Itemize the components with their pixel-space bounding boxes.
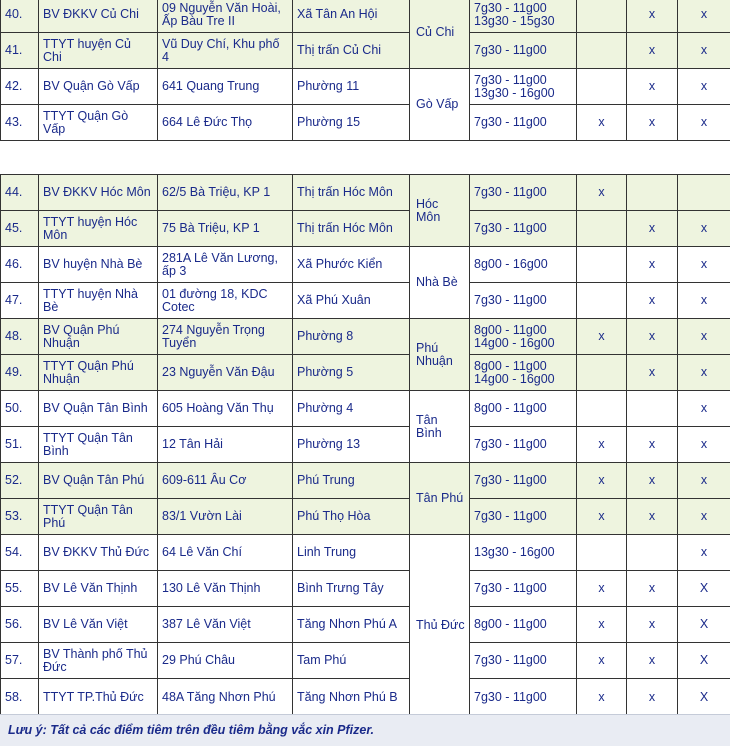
schedule-mark-2: x [627,355,678,391]
table-row [1,319,730,355]
facility-ward: Phường 4 [293,391,410,427]
schedule-mark-1 [577,283,627,319]
table-row [1,283,730,319]
table-row [1,607,730,643]
row-number: 46. [1,247,39,283]
schedule-mark-2: x [627,247,678,283]
opening-hours: 7g30 - 11g00 [470,427,577,463]
schedule-mark-3: x [678,0,730,33]
facility-ward: Xã Phú Xuân [293,283,410,319]
opening-hours: 8g00 - 11g00 [470,607,577,643]
schedule-mark-3: x [678,463,730,499]
facility-name: TTYT huyện Củ Chi [39,33,158,69]
schedule-mark-2: x [627,319,678,355]
row-number: 57. [1,643,39,679]
facility-name: BV ĐKKV Thủ Đức [39,535,158,571]
facility-name: BV Quận Tân Bình [39,391,158,427]
opening-hours: 7g30 - 11g00 [470,499,577,535]
facility-address: 48A Tăng Nhơn Phú [158,679,293,716]
facility-ward: Bình Trưng Tây [293,571,410,607]
facility-ward: Xã Tân An Hội [293,0,410,33]
row-number: 55. [1,571,39,607]
schedule-mark-2: x [627,0,678,33]
opening-hours: 7g30 - 11g00 [470,283,577,319]
schedule-mark-1 [577,535,627,571]
row-number: 49. [1,355,39,391]
row-number: 56. [1,607,39,643]
schedule-mark-1 [577,355,627,391]
table-row [1,391,730,427]
schedule-mark-2: x [627,211,678,247]
facility-ward: Phường 13 [293,427,410,463]
row-number: 41. [1,33,39,69]
schedule-mark-2: x [627,463,678,499]
opening-hours: 8g00 - 11g00 [470,391,577,427]
district-name: Gò Vấp [410,69,470,141]
facility-address: 09 Nguyễn Văn Hoài, Ấp Bàu Tre II [158,0,293,33]
schedule-mark-3: x [678,283,730,319]
opening-hours: 7g30 - 11g00 [470,463,577,499]
facility-ward: Phú Thọ Hòa [293,499,410,535]
schedule-mark-2 [627,391,678,427]
facility-name: TTYT Quận Tân Bình [39,427,158,463]
facility-address: 83/1 Vườn Lài [158,499,293,535]
facility-ward: Linh Trung [293,535,410,571]
facility-ward: Phường 8 [293,319,410,355]
schedule-mark-1: x [577,607,627,643]
schedule-mark-2: x [627,427,678,463]
table-row [1,175,730,211]
schedule-mark-1 [577,391,627,427]
schedule-mark-3: x [678,69,730,105]
table-row [1,643,730,679]
facility-address: 29 Phú Châu [158,643,293,679]
row-number: 43. [1,105,39,141]
schedule-mark-3: x [678,319,730,355]
schedule-mark-2: x [627,33,678,69]
facility-name: BV Quận Tân Phú [39,463,158,499]
facility-ward: Thị trấn Hóc Môn [293,211,410,247]
facility-name: BV Lê Văn Việt [39,607,158,643]
facility-name: BV Quận Gò Vấp [39,69,158,105]
row-number: 40. [1,0,39,33]
schedule-mark-3 [678,175,730,211]
table-row [1,105,730,141]
facility-address: 605 Hoàng Văn Thụ [158,391,293,427]
row-number: 52. [1,463,39,499]
row-number: 42. [1,69,39,105]
facility-address: 62/5 Bà Triệu, KP 1 [158,175,293,211]
opening-hours: 7g30 - 11g00 [470,175,577,211]
district-name: Phú Nhuận [410,319,470,391]
table-row [1,535,730,571]
schedule-mark-3: x [678,499,730,535]
opening-hours: 8g00 - 16g00 [470,247,577,283]
schedule-mark-1 [577,0,627,33]
schedule-mark-1: x [577,463,627,499]
table-row [1,427,730,463]
schedule-mark-1: x [577,105,627,141]
schedule-mark-3: X [678,679,730,716]
opening-hours: 7g30 - 11g00 [470,211,577,247]
facility-ward: Thị trấn Củ Chi [293,33,410,69]
opening-hours: 7g30 - 11g00 [470,33,577,69]
table-gap [0,150,730,172]
facility-name: BV Quận Phú Nhuận [39,319,158,355]
row-number: 48. [1,319,39,355]
row-number: 50. [1,391,39,427]
schedule-mark-1: x [577,175,627,211]
facility-address: 01 đường 18, KDC Cotec [158,283,293,319]
facility-ward: Phường 11 [293,69,410,105]
schedule-mark-1: x [577,427,627,463]
schedule-mark-1 [577,33,627,69]
schedule-mark-1 [577,69,627,105]
facility-ward: Phú Trung [293,463,410,499]
table-row [1,355,730,391]
facility-name: TTYT TP.Thủ Đức [39,679,158,716]
table-row [1,571,730,607]
opening-hours: 7g30 - 11g00 [470,105,577,141]
facility-address: 664 Lê Đức Thọ [158,105,293,141]
facility-address: 641 Quang Trung [158,69,293,105]
facility-ward: Tam Phú [293,643,410,679]
vaccination-table-bottom [0,174,730,716]
schedule-mark-2: x [627,105,678,141]
facility-name: BV ĐKKV Củ Chi [39,0,158,33]
facility-name: BV Thành phố Thủ Đức [39,643,158,679]
vaccination-table-top [0,0,730,141]
district-name: Thủ Đức [410,535,470,716]
facility-name: BV Lê Văn Thịnh [39,571,158,607]
schedule-mark-1: x [577,319,627,355]
schedule-mark-3: x [678,211,730,247]
schedule-mark-2 [627,175,678,211]
district-name: Củ Chi [410,0,470,69]
row-number: 58. [1,679,39,716]
row-number: 44. [1,175,39,211]
schedule-mark-3: X [678,571,730,607]
row-number: 53. [1,499,39,535]
facility-ward: Phường 15 [293,105,410,141]
schedule-mark-1: x [577,643,627,679]
table-row [1,463,730,499]
schedule-mark-2: x [627,643,678,679]
facility-name: BV ĐKKV Hóc Môn [39,175,158,211]
facility-address: 23 Nguyễn Văn Đậu [158,355,293,391]
schedule-mark-1: x [577,679,627,716]
facility-name: TTYT huyện Hóc Môn [39,211,158,247]
table-row [1,69,730,105]
facility-address: 75 Bà Triệu, KP 1 [158,211,293,247]
schedule-mark-2 [627,535,678,571]
table-row [1,0,730,33]
opening-hours: 7g30 - 11g00 13g30 - 16g00 [470,69,577,105]
schedule-mark-3: x [678,535,730,571]
facility-address: 64 Lê Văn Chí [158,535,293,571]
opening-hours: 7g30 - 11g00 [470,679,577,716]
facility-name: TTYT Quận Phú Nhuận [39,355,158,391]
schedule-mark-3: x [678,355,730,391]
facility-name: TTYT Quận Gò Vấp [39,105,158,141]
table-row [1,33,730,69]
schedule-mark-3: X [678,643,730,679]
table-row [1,247,730,283]
facility-name: BV huyện Nhà Bè [39,247,158,283]
table-row [1,211,730,247]
opening-hours: 8g00 - 11g00 14g00 - 16g00 [470,355,577,391]
facility-address: 609-611 Âu Cơ [158,463,293,499]
schedule-mark-2: x [627,499,678,535]
facility-address: 274 Nguyễn Trọng Tuyển [158,319,293,355]
footnote-bar [0,714,730,746]
facility-address: 281A Lê Văn Lương, ấp 3 [158,247,293,283]
facility-address: Vũ Duy Chí, Khu phố 4 [158,33,293,69]
schedule-mark-2: x [627,679,678,716]
facility-ward: Tăng Nhơn Phú B [293,679,410,716]
schedule-mark-3: x [678,33,730,69]
facility-ward: Tăng Nhơn Phú A [293,607,410,643]
facility-name: TTYT Quận Tân Phú [39,499,158,535]
schedule-mark-1: x [577,499,627,535]
opening-hours: 7g30 - 11g00 [470,571,577,607]
schedule-mark-3: x [678,427,730,463]
row-number: 47. [1,283,39,319]
opening-hours: 7g30 - 11g00 13g30 - 15g30 [470,0,577,33]
schedule-mark-3: x [678,391,730,427]
schedule-mark-2: x [627,607,678,643]
facility-address: 387 Lê Văn Việt [158,607,293,643]
district-name: Nhà Bè [410,247,470,319]
opening-hours: 7g30 - 11g00 [470,643,577,679]
row-number: 54. [1,535,39,571]
schedule-mark-3: x [678,105,730,141]
schedule-mark-2: x [627,283,678,319]
row-number: 45. [1,211,39,247]
district-name: Hóc Môn [410,175,470,247]
row-number: 51. [1,427,39,463]
facility-ward: Thị trấn Hóc Môn [293,175,410,211]
schedule-mark-1 [577,211,627,247]
schedule-mark-2: x [627,571,678,607]
opening-hours: 8g00 - 11g00 14g00 - 16g00 [470,319,577,355]
schedule-mark-1 [577,247,627,283]
schedule-mark-2: x [627,69,678,105]
facility-ward: Phường 5 [293,355,410,391]
schedule-mark-3: X [678,607,730,643]
table-row [1,499,730,535]
district-name: Tân Phú [410,463,470,535]
schedule-mark-3: x [678,247,730,283]
footnote-text: Lưu ý: Tất cả các điểm tiêm trên đều tiêm bằng vắc xin Pfizer. [8,723,374,737]
schedule-mark-1: x [577,571,627,607]
facility-address: 130 Lê Văn Thịnh [158,571,293,607]
table-row [1,679,730,716]
facility-address: 12 Tân Hải [158,427,293,463]
opening-hours: 13g30 - 16g00 [470,535,577,571]
facility-name: TTYT huyện Nhà Bè [39,283,158,319]
district-name: Tân Bình [410,391,470,463]
facility-ward: Xã Phước Kiển [293,247,410,283]
